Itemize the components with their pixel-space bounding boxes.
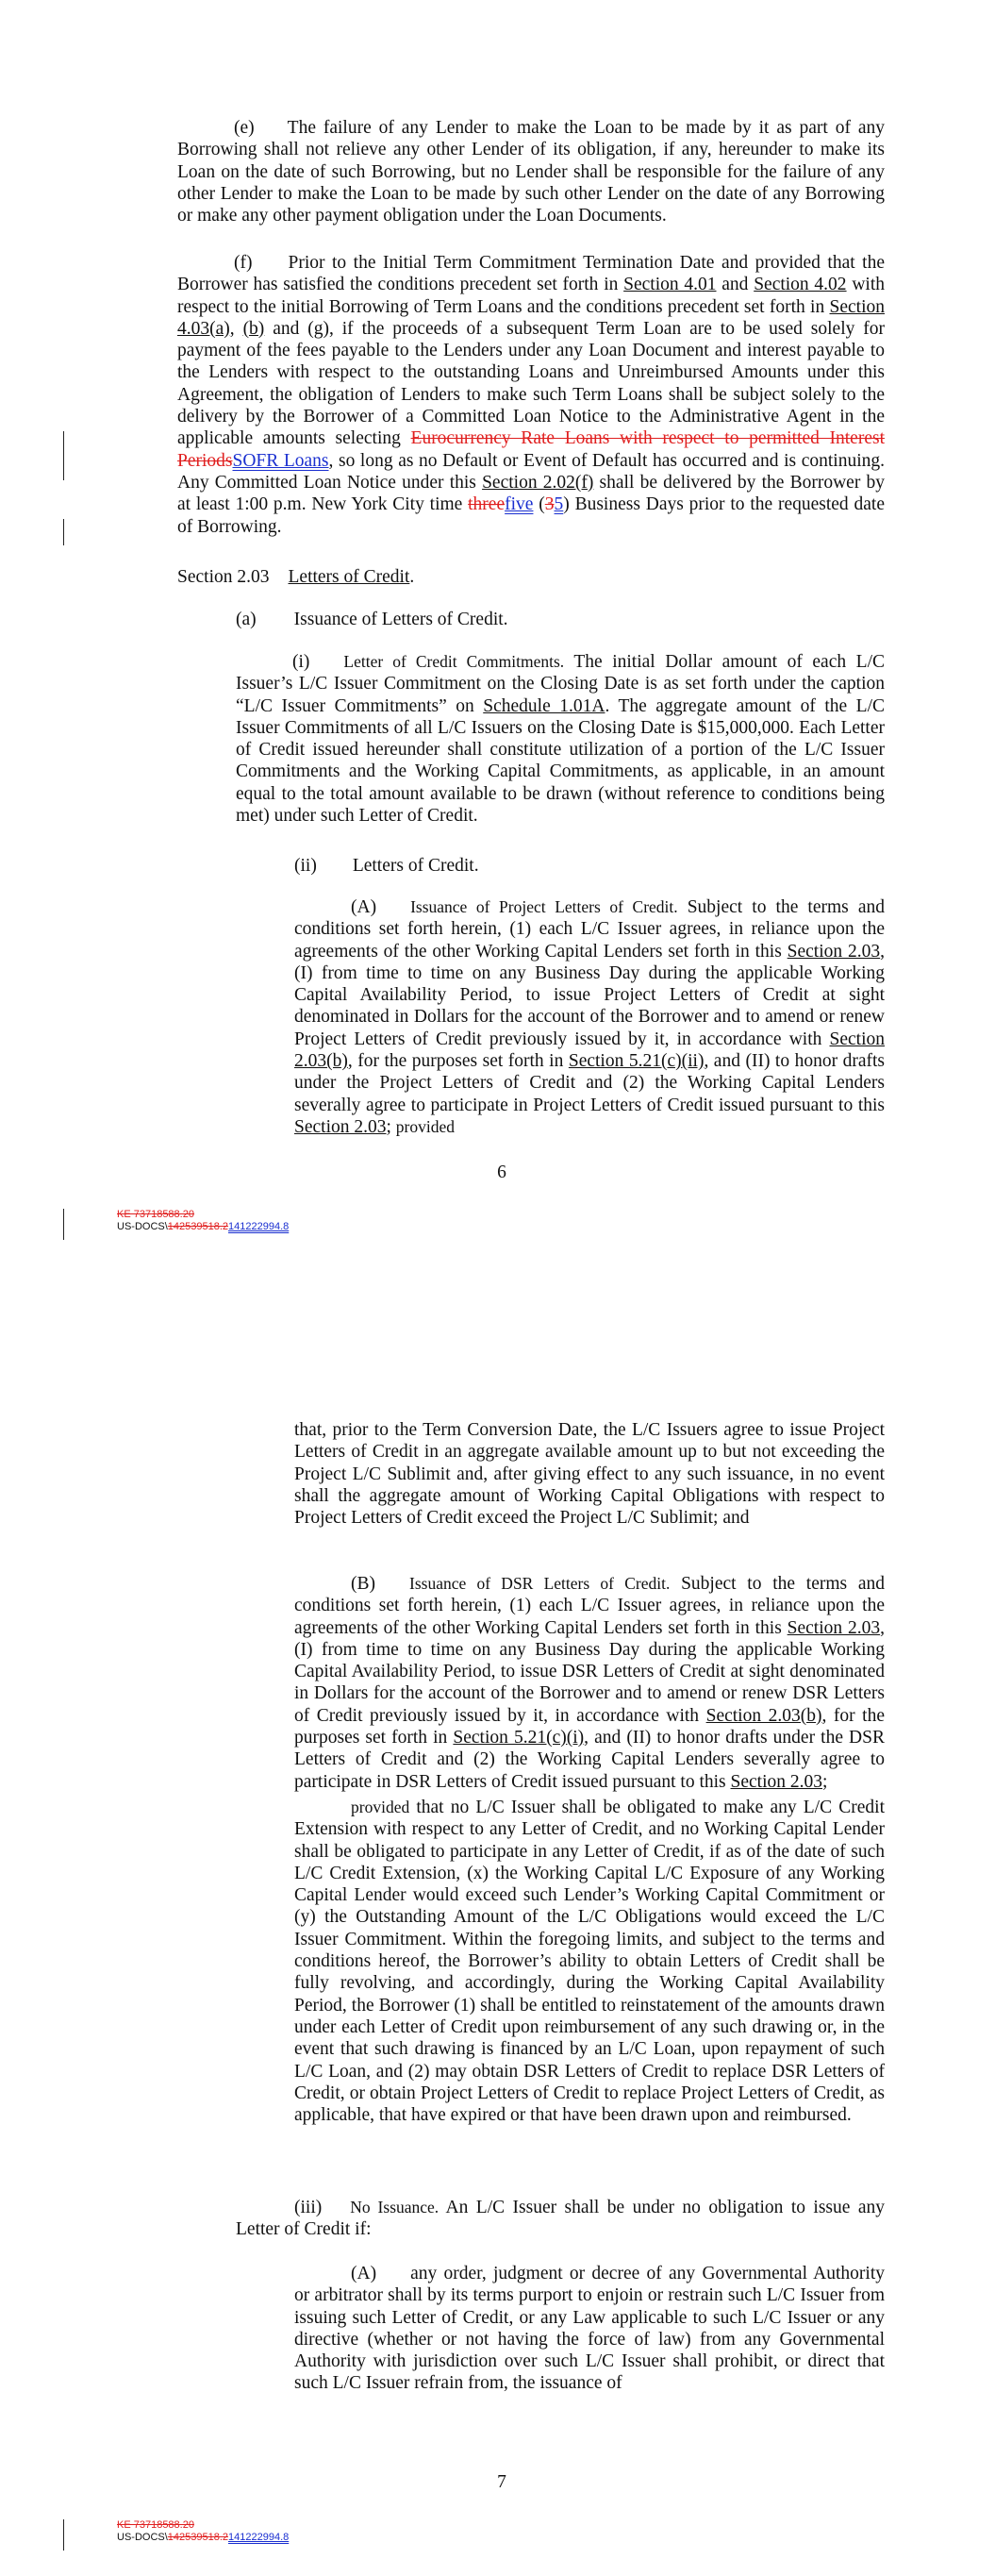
paragraph-iii-heading: No Issuance. <box>350 2198 439 2216</box>
deleted-text: 3 <box>544 494 555 515</box>
paragraph-A-text: , and (II) to honor drafts under the Project Letters of Credit and (2) the Working Capital Lenders severally agree to participate in Project Letters of Credit issued pursuant to this <box>294 1051 885 1115</box>
paragraph-iii-A-text: any order, judgment or decree of any Governmental Authority or arbitrator shall by its terms purport to enjoin or restrain such L/C Issuer from issuing such Letter of Credit, or any Law applicable to such L/C Issuer or any directive (whether or not having the force of law) from any Governmental Authority with jurisdiction over such L/C Issuer shall prohibit, or direct that such L/C Issuer refrain from, the issuance of <box>294 2264 885 2394</box>
paragraph-A-continuation: that, prior to the Term Conversion Date, the L/C Issuers agree to issue Project Letters of Credit in an aggregate available amount up to but not exceeding the Project L/C Sublimit and, after giving effect to any such issuance, in no event shall the aggregate amount of Working Capital Obligations with respect to Project Letters of Credit exceed the Project L/C Sublimit; and <box>294 1420 885 1529</box>
proviso-paragraph <box>294 1797 885 2126</box>
section-reference: Section 2.03 <box>787 1617 881 1638</box>
deleted-text: three <box>468 494 506 515</box>
paragraph-f-text: , so long as no Default or Event of Default has occurred and is continuing. Any Committed Loan Notice under this <box>177 450 885 493</box>
section-number: Section 2.03 <box>177 567 270 587</box>
section-reference: Section 2.03 <box>294 1116 387 1137</box>
paragraph-a-number: (a) <box>236 610 257 629</box>
section-reference: Section 4.02 <box>754 275 847 295</box>
section-reference: Section 2.03(b) <box>705 1705 822 1726</box>
paragraph-f-text: shall be delivered by the Borrower by at least 1:00 p.m. New York City time <box>177 472 886 515</box>
section-reference: Section 5.21(c)(i) <box>453 1728 585 1748</box>
section-title: Letters of Credit <box>288 567 410 587</box>
change-bar <box>63 431 64 480</box>
paragraph-e-text: The failure of any Lender to make the Loan to be made by it as part of any Borrowing shall not relieve any other Lender of its obligation, if any, hereunder to make its Loan on the date of such Borrowing, but no Lender shall be responsible for the failure of any other Lender to make the Loan to be made by such other Lender on the date of any Borrowing or make any other payment obligation under the Loan Documents. <box>177 118 885 226</box>
paragraph-A-text: , (I) from time to time on any Business Day during the applicable Working Capital Availability Period, to issue Project Letters of Credit at sight denominated in Dollars for the account of the Borrower and to amend or renew Project Letters of Credit previously issued by it, in accordance with <box>294 941 885 1049</box>
section-reference: Section 2.03(b) <box>294 1029 885 1072</box>
paragraph-B-text: , for the purposes set forth in <box>294 1705 885 1748</box>
paragraph-B-dsr <box>294 1573 885 1793</box>
proviso-lead: provided <box>395 1116 456 1136</box>
footer-new-id: 141222994.8 <box>228 1221 290 1232</box>
section-title-period: . <box>409 567 415 587</box>
paragraph-i <box>236 651 885 827</box>
paragraph-B-number: (B) <box>351 1574 375 1594</box>
change-bar <box>63 519 64 545</box>
inserted-text: SOFR Loans <box>232 450 329 471</box>
paragraph-iii-text: An L/C Issuer shall be under no obligation to issue any Letter of Credit if: <box>236 2198 885 2240</box>
proviso-lead: provided <box>351 1798 410 1816</box>
footer-old-id: 142539518.2 <box>167 1221 229 1232</box>
section-2-03-heading <box>177 566 885 588</box>
footer-prefix: US-DOCS\ <box>117 2532 168 2543</box>
paragraph-A-text: , for the purposes set forth in <box>347 1051 569 1072</box>
page-number: 7 <box>497 2472 506 2492</box>
paragraph-a-text: Issuance of Letters of Credit. <box>293 610 508 629</box>
paragraph-A-text: Subject to the terms and conditions set forth herein, (1) each L/C Issuer agrees, in reliance upon the agreements of the other Working Capital Lenders set forth in this <box>294 897 885 962</box>
paragraph-A-text: ; <box>386 1116 396 1137</box>
paragraph-A-heading: Issuance of Project Letters of Credit. <box>410 897 678 916</box>
paragraph-B-text: , (I) from time to time on any Business Day during the applicable Working Capital Availability Period, to issue DSR Letters of Credit at sight denominated in Dollars for the account of the Borrower and to amend or renew DSR Letters of Credit previously issued by it, in accordance with <box>294 1617 885 1726</box>
section-reference: Section 2.02(f) <box>482 472 594 493</box>
paragraph-f <box>177 252 885 538</box>
paragraph-e <box>177 117 885 226</box>
paragraph-f-number: (f) <box>234 253 253 273</box>
footer-doc-id <box>117 1221 289 1233</box>
footer-deleted-id: KE 73718588.20 <box>117 2519 194 2531</box>
paragraph-f-text: and (g), if the proceeds of a subsequent Term Loan are to be used solely for payment of the fees payable to the Lenders under any Loan Document and interest payable to the Lenders with respect to the outstanding Loans and Unreimbursed Amounts under this Agreement, the obligation of Lenders to make such Term Loans shall be subject solely to the delivery by the Borrower of a Committed Loan Notice to the Administrative Agent in the applicable amounts selecting <box>177 318 886 449</box>
page-number: 6 <box>497 1163 506 1182</box>
paragraph-f-text: ( <box>533 494 545 515</box>
document-page-6 <box>0 0 995 1255</box>
section-reference: Section 2.03 <box>787 941 881 962</box>
section-reference: (b) <box>242 318 265 339</box>
inserted-text: five <box>505 494 534 515</box>
change-bar <box>63 1209 64 1240</box>
paragraph-i-heading: Letter of Credit Commitments. <box>343 652 565 671</box>
paragraph-i-text: The initial Dollar amount of each L/C Issuer’s L/C Issuer Commitment on the Closing Date is as set forth under the caption “L/C Issuer Commitments” on <box>236 652 885 716</box>
paragraph-ii-text: Letters of Credit. <box>352 856 479 876</box>
paragraph-B-heading: Issuance of DSR Letters of Credit. <box>409 1574 671 1593</box>
paragraph-B-text: ; <box>822 1771 828 1792</box>
footer-new-id: 141222994.8 <box>228 2532 290 2543</box>
deleted-text: Eurocurrency Rate Loans with respect to permitted Interest Periods <box>177 428 885 471</box>
proviso-text: that no L/C Issuer shall be obligated to make any L/C Credit Extension with respect to any Letter of Credit, and no Working Capital Lender shall be obligated to participate in any Letter of Credit, if as of the date of such L/C Credit Extension, (x) the Working Capital L/C Exposure of any Working Capital Lender would exceed such Lender’s Working Capital Commitment or (y) the Outstanding Amount of the L/C Obligations would exceed the L/C Issuer Commitment. Within the foregoing limits, and subject to the terms and conditions hereof, the Borrower’s ability to obtain Letters of Credit shall be fully revolving, and accordingly, during the Working Capital Availability Period, the Borrower (1) shall be entitled to reinstatement of the amounts drawn under each Letter of Credit upon reimbursement of any such drawing or, in the event that such drawing is financed by an L/C Loan, upon repayment of such L/C Loan, and (2) may obtain DSR Letters of Credit to replace DSR Letters of Credit, or obtain Project Letters of Credit to replace Project Letters of Credit, as applicable, that have expired or that have been drawn upon and reimbursed. <box>294 1798 885 2126</box>
section-reference: Section 2.03 <box>730 1771 823 1792</box>
paragraph-e-number: (e) <box>234 118 255 138</box>
paragraph-iii-number: (iii) <box>294 2198 323 2217</box>
paragraph-A-number: (A) <box>351 897 377 917</box>
footer-old-id: 142539518.2 <box>167 2532 229 2543</box>
paragraph-A-project <box>294 896 885 1138</box>
paragraph-B-text: , and (II) to honor drafts under the DSR Letters of Credit and (2) the Working Capital Lenders severally agree to participate in DSR Letters of Credit issued pursuant to this <box>294 1728 885 1792</box>
paragraph-f-text: with respect to the initial Borrowing of Term Loans and the conditions precedent set forth in <box>177 275 885 317</box>
paragraph-f-text: , <box>229 318 243 339</box>
footer-doc-id <box>117 2532 289 2544</box>
document-page-7 <box>0 1397 995 2576</box>
section-reference: Section 4.01 <box>623 275 717 295</box>
section-reference: Section 4.03(a) <box>177 296 885 339</box>
paragraph-i-number: (i) <box>292 652 310 672</box>
footer-deleted-id: KE 73718588.20 <box>117 1209 194 1220</box>
paragraph-a <box>236 609 887 630</box>
paragraph-iii-A-number: (A) <box>351 2264 377 2283</box>
paragraph-f-text: Prior to the Initial Term Commitment Termination Date and provided that the Borrower has satisfied the conditions precedent set forth in <box>177 253 885 295</box>
document-footer <box>117 2519 289 2544</box>
paragraph-i-text: . The aggregate amount of the L/C Issuer Commitments of all L/C Issuers on the Closing Date is $15,000,000. Each Letter of Credit issued hereunder shall constitute utilization of a portion of the L/C Issuer Commitments and the Working Capital Commitments, as applicable, in an amount equal to the total amount available to be drawn (without reference to conditions being met) under such Letter of Credit. <box>236 695 886 827</box>
schedule-reference: Schedule 1.01A <box>483 695 605 716</box>
paragraph-B-text: Subject to the terms and conditions set forth herein, (1) each L/C Issuer agrees, in reliance upon the agreements of the other Working Capital Lenders set forth in this <box>294 1574 885 1638</box>
paragraph-ii-number: (ii) <box>294 856 317 876</box>
paragraph-ii <box>294 855 885 877</box>
change-bar <box>63 2519 64 2551</box>
paragraph-iii <box>236 2197 885 2241</box>
paragraph-iii-A <box>294 2263 885 2395</box>
document-footer <box>117 1209 289 1233</box>
section-reference: Section 5.21(c)(ii) <box>568 1051 705 1072</box>
inserted-text: 5 <box>554 494 564 515</box>
paragraph-f-text: and <box>716 275 755 295</box>
footer-prefix: US-DOCS\ <box>117 1221 168 1232</box>
paragraph-f-text: ) Business Days prior to the requested date of Borrowing. <box>177 494 885 537</box>
